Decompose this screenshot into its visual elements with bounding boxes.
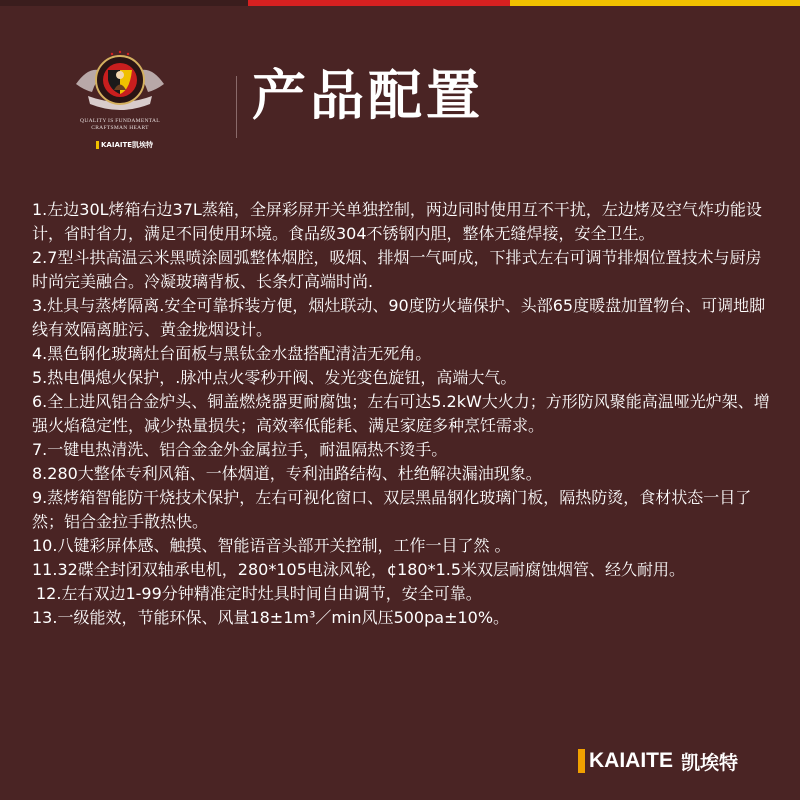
spec-item-13: 13.一级能效，节能环保、风量18±1m³／min风压500pa±10%。	[32, 608, 510, 627]
spec-item-3: 3.灶具与蒸烤隔离.安全可靠拆装方便，烟灶联动、90度防火墙保护、头部65度暖盘加置物台、可调地脚线有效隔离脏污、黄金拢烟设计。	[32, 296, 766, 339]
footer-brand-logo	[578, 746, 738, 776]
spec-item-2: 2.7型斗拱高温云米黑喷涂圆弧整体烟腔，吸烟、排烟一气呵成，下排式左右可调节排烟位置技术与厨房时尚完美融合。冷凝玻璃背板、长条灯高端时尚.	[32, 248, 762, 291]
spec-item-5: 5.热电偶熄火保护，.脉冲点火零秒开阀、发光变色旋钮，高端大气。	[32, 368, 517, 387]
emblem-icon	[70, 44, 170, 116]
brand-tagline	[60, 118, 180, 132]
spec-item-1: 1.左边30L烤箱右边37L蒸箱，全屏彩屏开关单独控制，两边同时使用互不干扰，左边烤及空气炸功能设计，省时省力，满足不同使用环境。食品级304不锈钢内胆，整体无缝焊接，安全卫生。	[32, 200, 762, 243]
header-divider	[236, 76, 237, 138]
page-title: 产品配置	[252, 64, 484, 127]
footer-brand-cn: 凯埃特	[681, 751, 739, 774]
small-brand-logo	[96, 140, 153, 150]
brand-stripe-icon	[96, 141, 99, 149]
spec-item-6: 6.全上进风铝合金炉头、铜盖燃烧器更耐腐蚀；左右可达5.2kW大火力；方形防风聚能高温哑光炉架、增强火焰稳定性，减少热量损失；高效率低能耗、满足家庭多种烹饪需求。	[32, 392, 770, 435]
brand-emblem-logo	[70, 44, 170, 116]
spec-item-9: 9.蒸烤箱智能防干烧技术保护，左右可视化窗口、双层黑晶钢化玻璃门板，隔热防烫，食材状态一目了然；铝合金拉手散热快。	[32, 488, 752, 531]
header	[0, 6, 800, 156]
footer-brand-en: KAIAITE	[589, 749, 673, 772]
spec-item-8: 8.280大整体专利风箱、一体烟道，专利油路结构、杜绝解决漏油现象。	[32, 464, 542, 483]
spec-item-10: 10.八键彩屏体感、触摸、智能语音头部开关控制，工作一目了然 。	[32, 536, 511, 555]
spec-item-12: 12.左右双边1-99分钟精准定时灶具时间自由调节，安全可靠。	[36, 584, 482, 603]
tagline-line-2: CRAFTSMAN HEART	[91, 125, 149, 131]
spec-item-7: 7.一键电热清洗、铝合金金外金属拉手，耐温隔热不烫手。	[32, 440, 448, 459]
spec-item-11: 11.32碟全封闭双轴承电机，280*105电泳风轮，¢180*1.5米双层耐腐蚀烟管、经久耐用。	[32, 560, 686, 579]
spec-item-4: 4.黑色钢化玻璃灶台面板与黑钛金水盘搭配清洁无死角。	[32, 344, 432, 363]
brand-stripe-icon	[578, 749, 585, 773]
small-brand-text: KAIAITE凯埃特	[101, 141, 154, 149]
spec-list	[32, 198, 777, 630]
tagline-line-1: QUALITY IS FUNDAMENTAL	[80, 118, 160, 124]
